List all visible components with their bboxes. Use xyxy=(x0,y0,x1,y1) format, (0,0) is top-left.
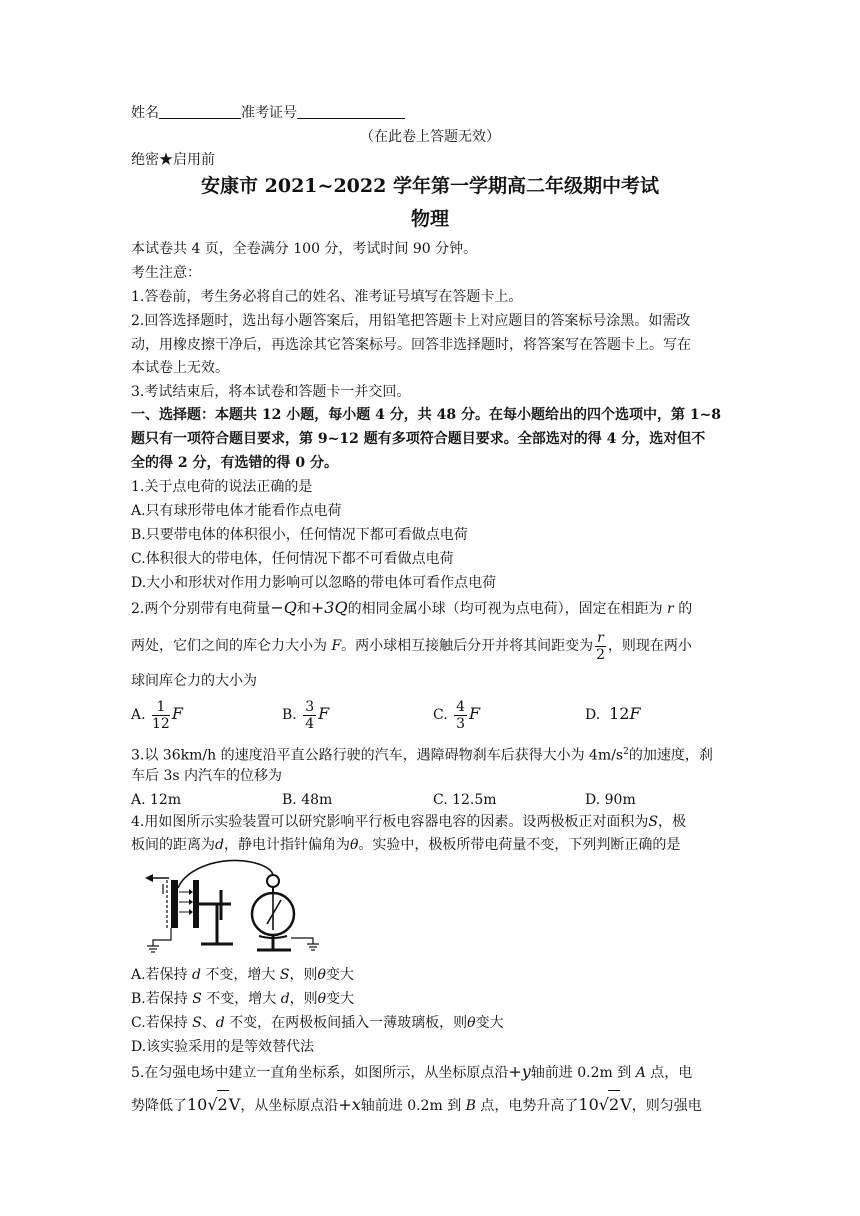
name-label: 姓名 xyxy=(131,105,159,121)
q4-text: 、 xyxy=(201,1015,216,1031)
fraction-denominator: 4 xyxy=(305,715,315,732)
q3-option-b: B. 48m xyxy=(282,792,333,808)
q2-text: 。两小球相互接触后分开并将其间距变为 xyxy=(341,638,594,654)
q2-charge-pos: +3Q xyxy=(310,598,348,617)
q4-text: ，静电计指针偏角为 xyxy=(223,837,350,853)
q5-voltage-1: 10√2V xyxy=(187,1095,240,1114)
q4-option-b xyxy=(131,988,354,1010)
q4-stem xyxy=(131,811,686,833)
option-value: 12 xyxy=(609,704,630,723)
q4-text: 4.用如图所示实验装置可以研究影响平行板电容器电容的因素。设两极板正对面积为 xyxy=(131,814,649,830)
q2-option-a xyxy=(131,696,183,733)
q3-text: 的加速度，刹 xyxy=(628,747,713,764)
option-fraction xyxy=(303,699,316,732)
q4-text: 板间的距离为 xyxy=(131,837,215,853)
q2-force-f: F xyxy=(469,704,481,723)
fraction-numerator: 3 xyxy=(305,698,315,715)
q3-text: 3.以 36km/h 的速度沿平直公路行驶的汽车，遇障碍物刹车后获得大小为 4m/s xyxy=(131,747,624,764)
header-fields xyxy=(131,102,405,124)
q2-text: 2.两个分别带有电荷量 xyxy=(131,601,271,617)
exam-no-label: 准考证号 xyxy=(241,105,297,121)
q2-text: 的 xyxy=(678,601,693,617)
q2-charge-neg: −Q xyxy=(270,598,297,617)
voltage-unit: V xyxy=(620,1095,632,1114)
q1-stem: 1.关于点电荷的说法正确的是 xyxy=(131,479,313,495)
q4-text: 变大 xyxy=(475,1015,504,1031)
q1-option-a: A.只有球形带电体才能看作点电荷 xyxy=(131,503,342,519)
q4-text: C.若保持 xyxy=(131,1015,188,1031)
q5-point-a: A xyxy=(635,1065,646,1081)
q4-text: B.若保持 xyxy=(131,991,188,1007)
q2-force-f: F xyxy=(318,704,330,723)
q1-option-b: B.只要带电体的体积很小，任何情况下都可看做点电荷 xyxy=(131,527,468,543)
q2-force-f: F xyxy=(629,704,641,723)
q3-option-a: A. 12m xyxy=(131,792,182,808)
q5-text: 点，电 xyxy=(650,1065,693,1081)
q4-angle-theta: θ xyxy=(349,837,359,853)
fraction-numerator: 1 xyxy=(152,699,170,716)
q2-text: 的相同金属小球（均可视为点电荷），固定在相距为 xyxy=(347,601,663,617)
notice-2: 本试卷上无效。 xyxy=(131,360,229,376)
q2-stem xyxy=(131,626,692,666)
fraction-denominator: 3 xyxy=(456,715,466,732)
q5-text: 点，电势升高了 xyxy=(480,1098,579,1114)
subject-title: 物理 xyxy=(410,208,449,230)
capacitor-apparatus-figure xyxy=(131,858,331,958)
q3-option-c: C. 12.5m xyxy=(433,792,497,808)
option-label: D. xyxy=(585,707,601,723)
q2-option-b xyxy=(282,696,329,733)
q4-distance-d: d xyxy=(192,967,201,983)
exam-title: 安康市 2021~2022 学年第一学期高二年级期中考试 xyxy=(201,175,659,197)
fraction-numerator: r xyxy=(597,629,604,646)
fraction-denominator: 2 xyxy=(596,646,605,663)
q4-distance-d: d xyxy=(215,1015,225,1031)
name-blank xyxy=(159,104,241,119)
q4-option-a xyxy=(131,964,354,986)
q5-voltage-2: 10√2V xyxy=(578,1095,631,1114)
q5-axis-plus-y: +y xyxy=(508,1062,531,1081)
q4-area-s: S xyxy=(648,814,658,830)
fraction-numerator: 4 xyxy=(456,698,466,715)
q3-option-d: D. 90m xyxy=(585,792,636,808)
q4-option-d: D.该实验采用的是等效替代法 xyxy=(131,1039,315,1055)
section-heading: 一、选择题：本题共 12 小题，每小题 4 分，共 48 分。在每小题给出的四个选项中，第 1~8 xyxy=(131,407,722,423)
q2-force-f: F xyxy=(171,704,183,723)
q3-superscript: 2 xyxy=(623,747,629,757)
q5-text: 轴前进 0.2m 到 xyxy=(530,1065,632,1081)
q2-stem xyxy=(131,597,692,620)
q2-option-d xyxy=(585,696,641,733)
q4-text: ，极 xyxy=(657,814,686,830)
q2-text: ，则现在两小 xyxy=(607,638,692,654)
notice-2: 动，用橡皮擦干净后，再选涂其它答案标号。回答非选择题时，将答案写在答题卡上。写在 xyxy=(131,337,691,353)
q5-axis-plus-x: +x xyxy=(338,1095,361,1114)
exam-no-blank xyxy=(297,104,405,119)
q5-text: 势降低了 xyxy=(131,1098,187,1114)
section-heading: 全的得 2 分，有选错的得 0 分。 xyxy=(131,455,338,471)
q2-distance-r: r xyxy=(667,601,674,617)
q5-stem xyxy=(131,1061,692,1084)
q4-text: 不变，增大 xyxy=(205,967,276,983)
q2-option-c xyxy=(433,696,480,733)
q2-force-f: F xyxy=(331,638,342,654)
q5-text: 轴前进 0.2m 到 xyxy=(360,1098,462,1114)
q1-option-c: C.体积很大的带电体，任何情况下都不可看做点电荷 xyxy=(131,551,454,567)
intro-line: 本试卷共 4 页，全卷满分 100 分，考试时间 90 分钟。 xyxy=(131,241,478,257)
q4-area-s: S xyxy=(192,1015,202,1031)
voltage-radicand: 2 xyxy=(217,1090,229,1119)
q5-text: ，则匀强电 xyxy=(631,1098,702,1114)
q4-text: 不变，在两极板间插入一薄玻璃板，则 xyxy=(229,1015,468,1031)
q4-text: 变大 xyxy=(325,967,354,983)
section-heading: 题只有一项符合题目要求，第 9~12 题有多项符合题目要求。全部选对的得 4 分，选对但不 xyxy=(131,431,706,447)
q3-stem xyxy=(131,741,713,767)
q4-text: 变大 xyxy=(326,991,355,1007)
q4-distance-d: d xyxy=(215,837,224,853)
option-label: B. xyxy=(282,707,297,723)
q4-stem xyxy=(131,834,680,856)
q4-option-c xyxy=(131,1012,504,1034)
option-fraction xyxy=(454,699,467,732)
q2-text: 和 xyxy=(296,601,311,617)
fraction-denominator: 12 xyxy=(152,715,170,732)
q5-text: 5.在匀强电场中建立一直角坐标系，如图所示，从坐标原点沿 xyxy=(131,1065,509,1081)
invalid-note: （在此卷上答题无效） xyxy=(360,129,500,145)
option-fraction xyxy=(152,699,170,732)
option-label: C. xyxy=(433,707,448,723)
voltage-coefficient: 10 xyxy=(187,1095,208,1114)
q4-text: ，则 xyxy=(289,967,318,983)
notice-3: 3.考试结束后，将本试卷和答题卡一并交回。 xyxy=(131,384,411,400)
voltage-unit: V xyxy=(228,1095,241,1114)
q4-angle-theta: θ xyxy=(317,991,327,1007)
option-label: A. xyxy=(131,707,146,723)
q4-angle-theta: θ xyxy=(467,1015,476,1031)
q4-text: 。实验中，极板所带电荷量不变，下列判断正确的是 xyxy=(358,837,681,853)
intro-line: 考生注意： xyxy=(131,265,201,281)
q5-text: ，从坐标原点沿 xyxy=(240,1098,339,1114)
q4-text: ，则 xyxy=(289,991,318,1007)
q4-area-s: S xyxy=(192,991,202,1007)
voltage-coefficient: 10 xyxy=(578,1095,599,1114)
q3-stem: 车后 3s 内汽车的位移为 xyxy=(131,768,282,784)
secret-label: 绝密★启用前 xyxy=(131,152,215,168)
q4-area-s: S xyxy=(279,967,290,983)
q4-angle-theta: θ xyxy=(317,967,326,983)
q5-point-b: B xyxy=(465,1098,476,1114)
notice-2: 2.回答选择题时，选出每小题答案后，用铅笔把答题卡上对应题目的答案标号涂黑。如需改 xyxy=(131,313,691,329)
q1-option-d: D.大小和形状对作用力影响可以忽略的带电体可看作点电荷 xyxy=(131,575,497,591)
notice-1: 1.答卷前，考生务必将自己的姓名、准考证号填写在答题卡上。 xyxy=(131,289,523,305)
q2-stem: 球间库仑力的大小为 xyxy=(131,673,257,689)
q4-distance-d: d xyxy=(280,991,290,1007)
voltage-radicand: 2 xyxy=(608,1090,620,1119)
q2-text: 两处，它们之间的库仑力大小为 xyxy=(131,638,327,654)
q2-fraction-r-over-2 xyxy=(595,630,606,663)
q4-text: 不变，增大 xyxy=(206,991,277,1007)
q5-stem xyxy=(131,1090,702,1120)
q4-text: A.若保持 xyxy=(131,967,188,983)
